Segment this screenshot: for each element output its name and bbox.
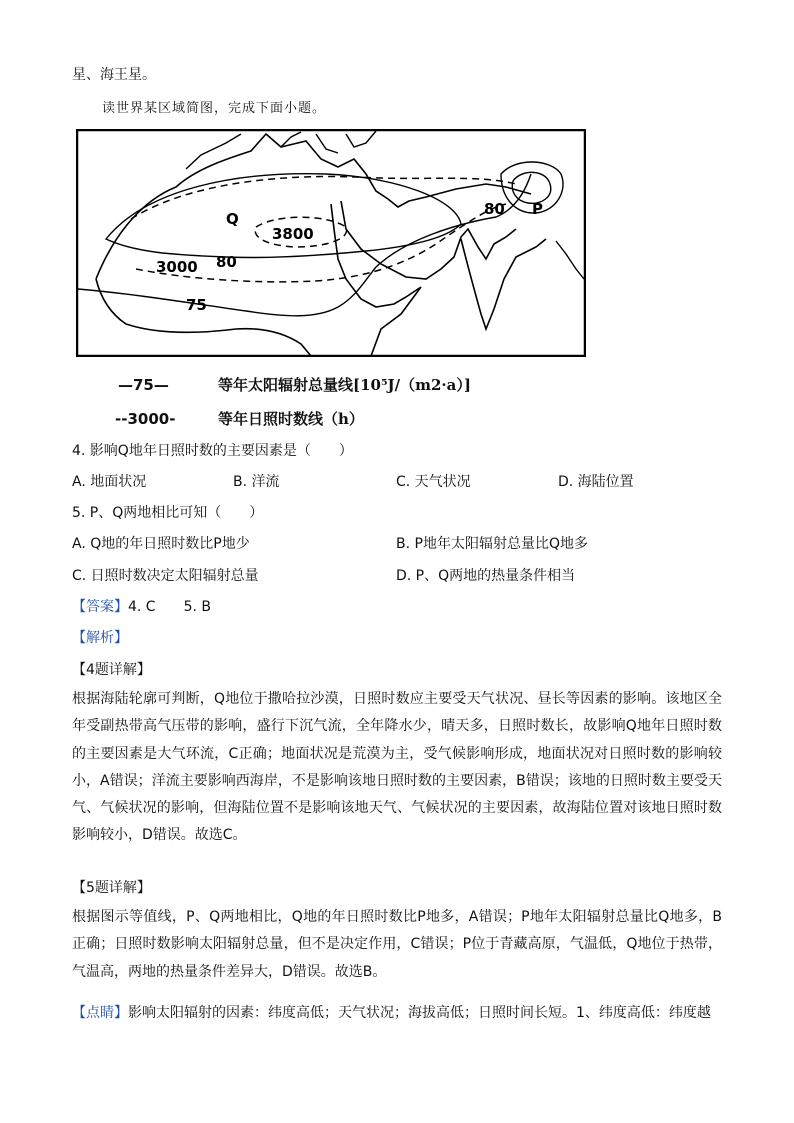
answer-tag: 【答案】 — [72, 599, 128, 615]
label-p: P — [532, 200, 543, 218]
q5-option-d: D. P、Q两地的热量条件相当 — [396, 568, 576, 584]
world-region-map — [76, 129, 586, 357]
q5-option-a: A. Q地的年日照时数比P地少 — [72, 536, 250, 552]
q5-option-c: C. 日照时数决定太阳辐射总量 — [72, 568, 259, 584]
detail5-title: 【5题详解】 — [72, 880, 151, 896]
analysis-tag: 【解析】 — [72, 630, 128, 646]
label-3000: 3000 — [156, 258, 198, 276]
legend-solid-symbol: —75— — [118, 376, 169, 394]
legend-dashed-text: 等年日照时数线（h） — [218, 410, 364, 428]
label-3800: 3800 — [272, 225, 314, 243]
q4-option-c: C. 天气状况 — [396, 474, 471, 490]
detail4-title: 【4题详解】 — [72, 662, 151, 678]
intro-text: 读世界某区域简图，完成下面小题。 — [102, 101, 327, 116]
legend-solid-text: 等年太阳辐射总量线[10⁵J/（m2·a）] — [218, 376, 471, 394]
label-80-west: 80 — [216, 253, 237, 271]
top-line: 星、海王星。 — [72, 67, 156, 83]
q4-option-b: B. 洋流 — [233, 474, 280, 490]
q5-option-b: B. P地年太阳辐射总量比Q地多 — [396, 536, 588, 552]
detail4-text: 根据海陆轮廓可判断，Q地位于撒哈拉沙漠，日照时数应主要受天气状况、昼长等因素的影响。该地区全年受副热带高气压带的影响，盛行下沉气流，全年降水少，晴天多，日照时数长，故影响Q地年日照时数的主要因素是大气环流，C正确；地面状况是荒漠为主，受气候影响形成，地面状况对日照时数的影响较小，A错误；洋流主要影响西海岸，不是影响该地日照时数的主要因素，B错误；该地的日照时数主要受天气、气候状况的影响，但海陆位置不是影响该地天气、气候状况的主要因素，故海陆位置对该地日照时数影响较小，D错误。故选C。 — [72, 691, 722, 844]
tip-tag: 【点睛】 — [72, 1005, 128, 1021]
tip-text: 影响太阳辐射的因素：纬度高低；天气状况；海拔高低；日照时间长短。1、纬度高低：纬度越 — [128, 1005, 711, 1021]
detail5-text: 根据图示等值线，P、Q两地相比，Q地的年日照时数比P地多，A错误；P地年太阳辐射总量比Q地多，B正确；日照时数影响太阳辐射总量，但不是决定作用，C错误；P位于青藏高原，气温低，Q地位于热带，气温高，两地的热量条件差异大，D错误。故选B。 — [72, 909, 722, 980]
tip-paragraph — [72, 1000, 722, 1027]
answer-value: 4. C 5. B — [128, 599, 211, 615]
answer-line — [72, 597, 211, 617]
label-q: Q — [226, 210, 239, 228]
q5-stem: 5. P、Q两地相比可知（ ） — [72, 505, 264, 521]
label-75: 75 — [186, 296, 207, 314]
label-80-east: 80 — [484, 200, 505, 218]
q4-option-d: D. 海陆位置 — [558, 474, 634, 490]
q4-stem: 4. 影响Q地年日照时数的主要因素是（ ） — [72, 443, 353, 459]
legend-dashed-symbol: --3000- — [115, 410, 176, 428]
q4-option-a: A. 地面状况 — [72, 474, 147, 490]
